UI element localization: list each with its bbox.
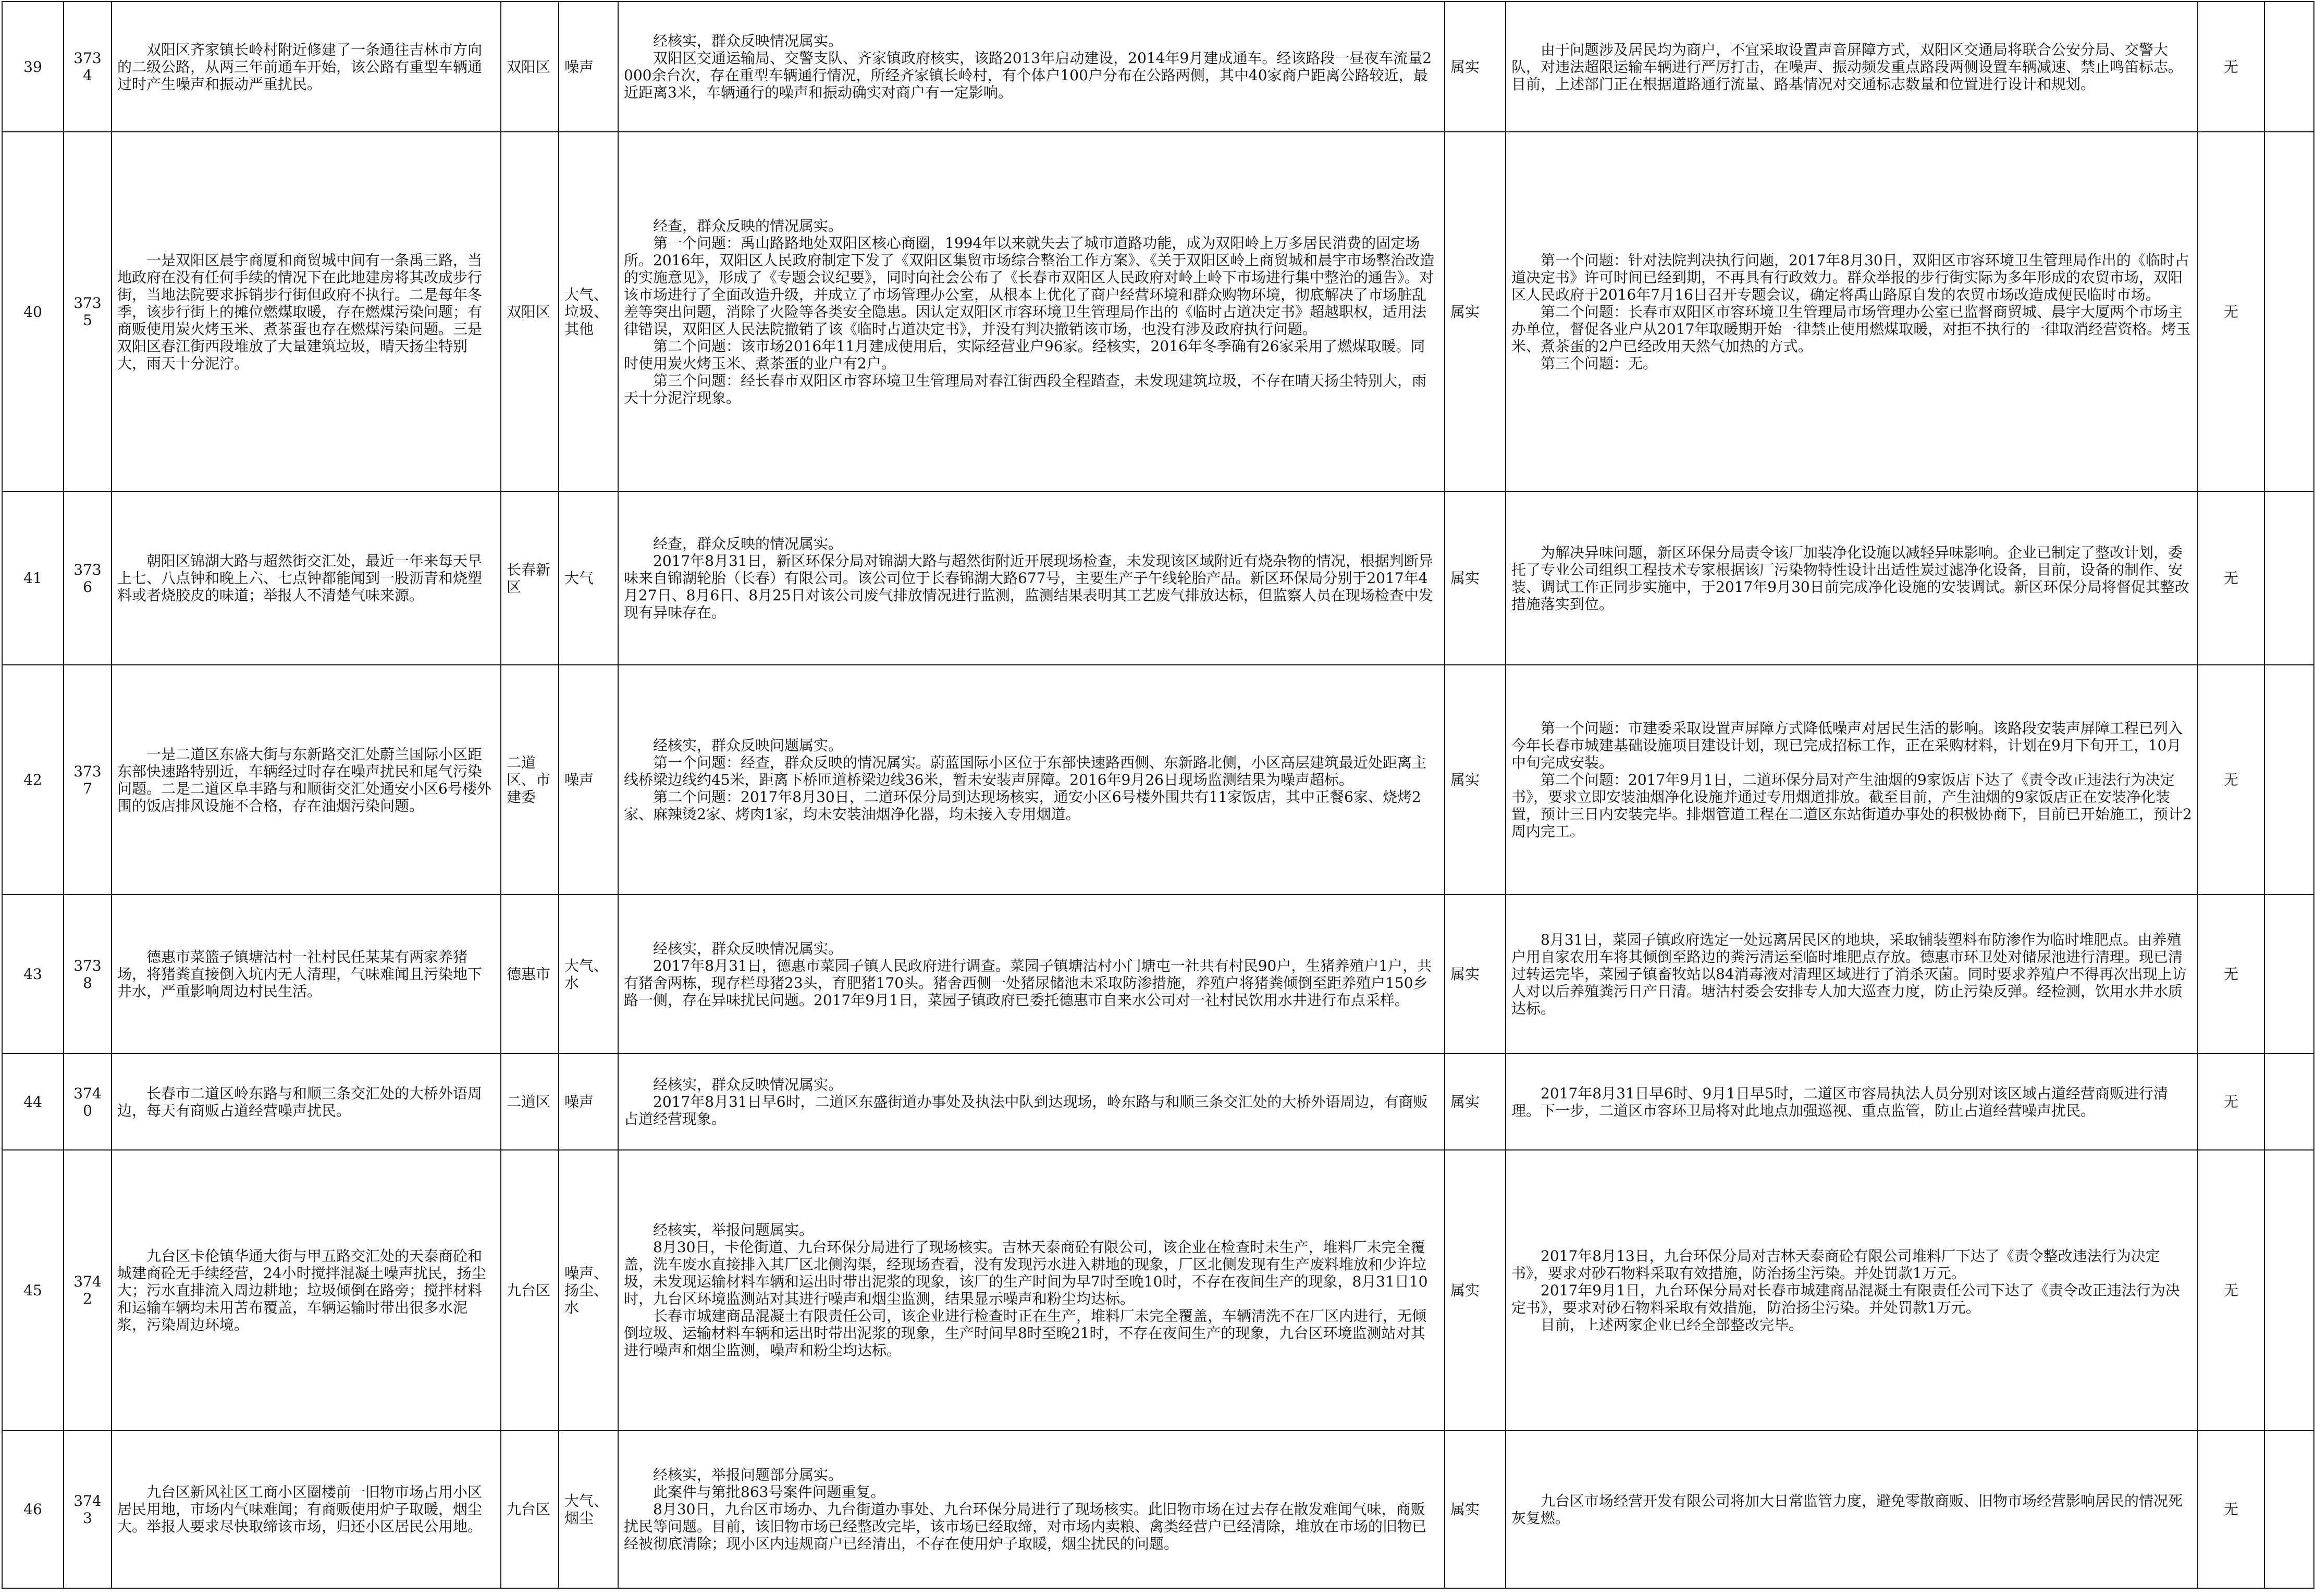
rectification-paragraph: 第一个问题：市建委采取设置声屏障方式降低噪声对居民生活的影响。该路段安装声屏障工程已列入今年长春市城建基础设施项目建设计划，现已完成招标工作，正在采购材料，计划在9月下旬开工，10月中旬完成安装。 — [1511, 720, 2183, 771]
table-row — [2, 491, 2314, 665]
accountability-cell: 无 — [2198, 132, 2264, 491]
complaint-text: 九台区卡伦镇华通大街与甲五路交汇处的天泰商砼和城建商砼无手续经营，24小时搅拌混凝土噪声扰民，扬尘大；污水直排流入周边耕地；垃圾倾倒在路旁；搅拌材料和运输车辆均未用苫布覆盖，车辆运输时带出很多水泥浆，污染周边环境。 — [117, 1247, 486, 1333]
verdict-cell: 属实 — [1445, 491, 1506, 665]
pollution-type-cell: 大气 — [559, 491, 618, 665]
rectification-cell — [1506, 895, 2198, 1054]
rectification-cell — [1506, 491, 2198, 665]
investigation-cell — [618, 1430, 1445, 1588]
accountability-cell: 无 — [2198, 1150, 2264, 1430]
complaint-text: 九台区新风社区工商小区圈楼前一旧物市场占用小区居民用地，市场内气味难闻；有商贩使用炉子取暖，烟尘大。举报人要求尽快取缔该市场，归还小区居民公用地。 — [117, 1483, 483, 1535]
rectification-paragraph: 为解决异味问题，新区环保分局责令该厂加装净化设施以减轻异味影响。企业已制定了整改计划，委托了专业公司组织工程技术专家根据该厂污染物特性设计出适性炭过滤净化设备，目前，设备的制作、安装、调试工作正同步实施中，于2017年9月30日前完成净化设施的安装调试。新区环保分局将督促其整改措施落实到位。 — [1511, 543, 2189, 613]
complaint-cell — [112, 1430, 501, 1588]
investigation-paragraph: 第二个问题：2017年8月30日，二道环保分局到达现场核实，通安小区6号楼外围共有11家饭店，其中正餐6家、烧烤2家、麻辣烫2家、烤肉1家，均未安装油烟净化器，均未接入专用烟道。 — [624, 788, 1421, 823]
complaint-text: 长春市二道区岭东路与和顺三条交汇处的大桥外语周边，每天有商贩占道经营噪声扰民。 — [117, 1084, 483, 1119]
investigation-cell — [618, 491, 1445, 665]
rectification-cell — [1506, 1150, 2198, 1430]
rectification-cell — [1506, 665, 2198, 895]
empty-cell — [2264, 132, 2314, 491]
investigation-paragraph: 2017年8月31日，德惠市菜园子镇人民政府进行调查。菜园子镇塘沽村小门塘屯一社共有村民90户，生猪养殖户1户，共有猪舍两栋，现存栏母猪23头，育肥猪170头。猪舍西侧一处猪尿储池未采取防渗措施，养殖户将猪粪倾倒至距养殖户150乡路一侧，存在异味扰民问题。2017年9月1日，菜园子镇政府已委托德惠市自来水公司对一社村民饮用水井进行布点采样。 — [624, 957, 1432, 1009]
seq-cell: 44 — [2, 1054, 64, 1150]
accountability-cell: 无 — [2198, 2, 2264, 132]
investigation-cell — [618, 1054, 1445, 1150]
complaint-text: 一是双阳区晨宇商厦和商贸城中间有一条禹三路，当地政府在没有任何手续的情况下在此地建房将其改成步行街，当地法院要求拆销步行街但政府不执行。二是每年冬季，该步行街上的摊位燃煤取暖，存在燃煤污染问题；有商贩使用炭火烤玉米、煮茶蛋也存在燃煤污染问题。三是双阳区春江街西段堆放了大量建筑垃圾，晴天扬尘特别大，雨天十分泥泞。 — [117, 251, 483, 372]
case-table — [2, 1, 2314, 1589]
investigation-paragraph: 经查，群众反映的情况属实。 — [653, 535, 843, 552]
accountability-cell: 无 — [2198, 491, 2264, 665]
rectification-cell — [1506, 2, 2198, 132]
complaint-cell — [112, 665, 501, 895]
complaint-cell — [112, 895, 501, 1054]
accountability-cell: 无 — [2198, 1054, 2264, 1150]
rectification-paragraph: 8月31日，菜园子镇政府选定一处远离居民区的地块，采取铺装塑料布防渗作为临时堆肥点。由养殖户用自家农用车将其倾倒至路边的粪污清运至临时堆肥点存放。德惠市环卫处对储尿池进行清理。现已清过转运完毕，菜园子镇畜牧站以84消毒液对清理区域进行了消杀灭菌。同时要求养殖户不得再次出现上访人对以后养殖粪污日产日清。塘沽村委会安排专人加大巡查力度，防止污染反弹。经检测，饮用水井水质达标。 — [1511, 931, 2187, 1017]
investigation-cell — [618, 665, 1445, 895]
investigation-paragraph: 经核实，群众反映情况属实。 — [653, 32, 843, 50]
case-number-cell: 3735 — [64, 132, 112, 491]
verdict-cell: 属实 — [1445, 1430, 1506, 1588]
district-cell: 双阳区 — [501, 2, 559, 132]
investigation-paragraph: 经查，群众反映的情况属实。 — [653, 217, 843, 234]
verdict-cell: 属实 — [1445, 1150, 1506, 1430]
investigation-cell — [618, 1150, 1445, 1430]
rectification-cell — [1506, 132, 2198, 491]
verdict-cell: 属实 — [1445, 2, 1506, 132]
empty-cell — [2264, 1054, 2314, 1150]
seq-cell: 46 — [2, 1430, 64, 1588]
empty-cell — [2264, 491, 2314, 665]
complaint-cell — [112, 1054, 501, 1150]
rectification-paragraph: 第一个问题：针对法院判决执行问题，2017年8月30日，双阳区市容环境卫生管理局作出的《临时占道决定书》许可时间已经到期，不再具有行政效力。群众举报的步行街实际为多年形成的农贸市场，双阳区人民政府于2016年7月16日召开专题会议，确定将禹山路原自发的农贸市场改造成便民临时市场。 — [1511, 251, 2189, 303]
investigation-paragraph: 经核实，举报问题部分属实。 — [653, 1466, 843, 1483]
rectification-cell — [1506, 1430, 2198, 1588]
district-cell: 长春新区 — [501, 491, 559, 665]
empty-cell — [2264, 1150, 2314, 1430]
case-number-cell: 3742 — [64, 1150, 112, 1430]
pollution-type-cell: 噪声 — [559, 1054, 618, 1150]
table-row — [2, 665, 2314, 895]
table-row — [2, 1150, 2314, 1430]
empty-cell — [2264, 2, 2314, 132]
district-cell: 九台区 — [501, 1430, 559, 1588]
rectification-paragraph: 第二个问题：长春市双阳区市容环境卫生管理局市场管理办公室已监督商贸城、晨宇大厦两个市场主办单位，督促各业户从2017年取暖期开始一律禁止使用燃煤取暖，对拒不执行的一律取消经营资格。烤玉米、煮茶蛋的2户已经改用天然气加热的方式。 — [1511, 303, 2191, 355]
district-cell: 二道区、市建委 — [501, 665, 559, 895]
investigation-paragraph: 此案件与第批863号案件问题重复。 — [653, 1483, 885, 1501]
table-row — [2, 895, 2314, 1054]
district-cell: 双阳区 — [501, 132, 559, 491]
table-row — [2, 1430, 2314, 1588]
investigation-paragraph: 双阳区交通运输局、交警支队、齐家镇政府核实，该路2013年启动建设，2014年9月建成通车。经该路段一昼夜车流量2000余台次，存在重型车辆通行情况，所经齐家镇长岭村，有个体户100户分布在公路两侧，其中40家商户距离公路较近，最近距离3米，车辆通行的噪声和振动确实对商户有一定影响。 — [624, 50, 1432, 101]
investigation-paragraph: 第一个问题：经查，群众反映的情况属实。蔚蓝国际小区位于东部快速路西侧、东新路北侧，小区高层建筑最近处距离主线桥梁边线约45米，距离下桥匝道桥梁边线36米，暂未安装声屏障。2016年9月26日现场监测结果为噪声超标。 — [624, 754, 1427, 788]
investigation-paragraph: 长春市城建商品混凝土有限责任公司，该企业进行检查时正在生产，堆料厂未完全覆盖，车辆清洗不在厂区内进行，无倾倒垃圾、运输材料车辆和运出时带出泥浆的现象，生产时间早8时至晚21时，不存在夜间生产的现象，九台区环境监测站对其进行噪声和烟尘监测，噪声和粉尘均达标。 — [624, 1307, 1427, 1359]
investigation-paragraph: 第一个问题：禹山路路地处双阳区核心商圈，1994年以来就失去了城市道路功能，成为双阳岭上万多居民消费的固定场所。2016年，双阳区人民政府制定下发了《双阳区集贸市场综合整治工作方案》、《关于双阳区岭上商贸城和晨宇市场整治改造的实施意见》，形成了《专题会议纪要》，同时向社会公布了《长春市双阳区人民政府对岭上岭下市场进行集中整治的通告》。对该市场进行了全面改造升级，并成立了市场管理办公室，从根本上优化了商户经营环境和群众购物环境，彻底解决了市场脏乱差等突出问题，消除了火险等各类安全隐患。因认定双阳区市容环境卫生管理局作出的《临时占道决定书》超越职权，适用法律错误，双阳区人民法院撤销了该《临时占道决定书》，并没有判决撤销该市场，也没有涉及政府执行问题。 — [624, 234, 1435, 338]
rectification-paragraph: 2017年8月31日早6时、9月1日早5时，二道区市容局执法人员分别对该区域占道经营商贩进行清理。下一步，二道区市容环卫局将对此地点加强巡视、重点监管，防止占道经营噪声扰民。 — [1511, 1084, 2168, 1119]
complaint-cell — [112, 2, 501, 132]
case-number-cell: 3743 — [64, 1430, 112, 1588]
rectification-paragraph: 九台区市场经营开发有限公司将加大日常监管力度，避免零散商贩、旧物市场经营影响居民的情况死灰复燃。 — [1511, 1492, 2183, 1527]
table-row — [2, 2, 2314, 132]
rectification-cell — [1506, 1054, 2198, 1150]
complaint-text: 双阳区齐家镇长岭村附近修建了一条通往吉林市方向的二级公路，从两三年前通车开始，该公路有重型车辆通过时产生噪声和振动严重扰民。 — [117, 41, 483, 93]
accountability-cell: 无 — [2198, 895, 2264, 1054]
pollution-type-cell: 噪声 — [559, 2, 618, 132]
rectification-paragraph: 目前，上述两家企业已经全部整改完毕。 — [1541, 1316, 1804, 1333]
investigation-cell — [618, 2, 1445, 132]
complaint-text: 德惠市菜篮子镇塘沽村一社村民任某某有两家养猪场，将猪粪直接倒入坑内无人清理，气味难闻且污染地下井水，严重影响周边村民生活。 — [117, 948, 483, 1000]
seq-cell: 45 — [2, 1150, 64, 1430]
investigation-paragraph: 经核实，群众反映问题属实。 — [653, 737, 843, 754]
investigation-cell — [618, 895, 1445, 1054]
accountability-cell: 无 — [2198, 1430, 2264, 1588]
verdict-cell: 属实 — [1445, 895, 1506, 1054]
complaint-text: 一是二道区东盛大街与东新路交汇处蔚兰国际小区距东部快速路特别近，车辆经过时存在噪声扰民和尾气污染问题。二是二道区阜丰路与和顺街交汇处通安小区6号楼外围的饭店排风设施不合格，存在油烟污染问题。 — [117, 745, 491, 814]
district-cell: 二道区 — [501, 1054, 559, 1150]
pollution-type-cell: 大气、垃圾、其他 — [559, 132, 618, 491]
investigation-paragraph: 2017年8月31日早6时，二道区东盛街道办事处及执法中队到达现场，岭东路与和顺三条交汇处的大桥外语周边，有商贩占道经营现象。 — [624, 1093, 1428, 1128]
rectification-paragraph: 由于问题涉及居民均为商户，不宜采取设置声音屏障方式，双阳区交通局将联合公安分局、交警大队，对违法超限运输车辆进行严厉打击，在噪声、振动频发重点路段两侧设置车辆减速、禁止鸣笛标志。目前，上述部门正在根据道路通行流量、路基情况对交通标志数量和位置进行设计和规划。 — [1511, 41, 2183, 93]
empty-cell — [2264, 1430, 2314, 1588]
case-number-cell: 3737 — [64, 665, 112, 895]
district-cell: 德惠市 — [501, 895, 559, 1054]
investigation-paragraph: 8月30日，卡伦街道、九台环保分局进行了现场核实。吉林天泰商砼有限公司，该企业在检查时未生产，堆料厂未完全覆盖，洗车废水直接排入其厂区北侧沟渠，经现场查看，没有发现污水进入耕地的现象，厂区北侧发现有生产废料堆放和少许垃圾，未发现运输材料车辆和运出时带出泥浆的现象，该厂的生产时间为早7时至晚10时，不存在夜间生产的现象，8月31日10时，九台区环境监测站对其进行噪声和烟尘监测，结果显示噪声和粉尘均达标。 — [624, 1239, 1428, 1307]
table-row — [2, 132, 2314, 491]
district-cell: 九台区 — [501, 1150, 559, 1430]
pollution-type-cell: 大气、烟尘 — [559, 1430, 618, 1588]
table-row — [2, 1054, 2314, 1150]
case-number-cell: 3736 — [64, 491, 112, 665]
pollution-type-cell: 大气、水 — [559, 895, 618, 1054]
seq-cell: 41 — [2, 491, 64, 665]
verdict-cell: 属实 — [1445, 665, 1506, 895]
seq-cell: 43 — [2, 895, 64, 1054]
case-number-cell: 3734 — [64, 2, 112, 132]
complaint-cell — [112, 1150, 501, 1430]
complaint-text: 朝阳区锦湖大路与超然街交汇处，最近一年来每天早上七、八点钟和晚上六、七点钟都能闻到一股沥青和烧塑料或者烧胶皮的味道；举报人不清楚气味来源。 — [117, 552, 483, 604]
verdict-cell: 属实 — [1445, 132, 1506, 491]
pollution-type-cell: 噪声 — [559, 665, 618, 895]
investigation-paragraph: 经核实，群众反映情况属实。 — [653, 1076, 843, 1093]
complaint-cell — [112, 132, 501, 491]
seq-cell: 42 — [2, 665, 64, 895]
rectification-paragraph: 2017年8月13日，九台环保分局对吉林天泰商砼有限公司堆料厂下达了《责令整改违法行为决定书》，要求对砂石物料采取有效措施，防治扬尘污染。并处罚款1万元。 — [1511, 1247, 2160, 1282]
investigation-paragraph: 经核实，群众反映情况属实。 — [653, 939, 843, 957]
investigation-cell — [618, 132, 1445, 491]
investigation-paragraph: 8月30日，九台区市场办、九台街道办事处、九台环保分局进行了现场核实。此旧物市场在过去存在散发难闻气味，商贩扰民等问题。目前，该旧物市场已经整改完毕，该市场已经取缔，对市场内卖粮、禽类经营户已经清除，堆放在市场的旧物已经被彻底清除；现小区内违规商户已经清出，不存在使用炉子取暖，烟尘扰民的问题。 — [624, 1501, 1427, 1552]
verdict-cell: 属实 — [1445, 1054, 1506, 1150]
rectification-paragraph: 2017年9月1日，九台环保分局对长春市城建商品混凝土有限责任公司下达了《责令改正违法行为决定书》，要求对砂石物料采取有效措施，防治扬尘污染。并处罚款1万元。 — [1511, 1281, 2180, 1316]
investigation-paragraph: 第二个问题：该市场2016年11月建成使用后，实际经营业户96家。经核实，2016年冬季确有26家采用了燃煤取暖。同时使用炭火烤玉米、煮茶蛋的业户有2户。 — [624, 337, 1425, 372]
seq-cell: 40 — [2, 132, 64, 491]
empty-cell — [2264, 895, 2314, 1054]
empty-cell — [2264, 665, 2314, 895]
rectification-paragraph: 第三个问题：无。 — [1541, 354, 1658, 372]
case-number-cell: 3740 — [64, 1054, 112, 1150]
investigation-paragraph: 第三个问题：经长春市双阳区市容环境卫生管理局对春江街西段全程踏查，未发现建筑垃圾，不存在晴天扬尘特别大，雨天十分泥泞现象。 — [624, 372, 1427, 406]
rectification-paragraph: 第二个问题：2017年9月1日，二道环保分局对产生油烟的9家饭店下达了《责令改正违法行为决定书》，要求立即安装油烟净化设施并通过专用烟道排放。截至目前，产生油烟的9家饭店正在安装净化装置，预计三日内安装完毕。排烟管道工程在二道区东站街道办事处的积极协商下，目前已开始施工，预计2周内完工。 — [1511, 771, 2192, 840]
investigation-paragraph: 2017年8月31日，新区环保分局对锦湖大路与超然街附近开展现场检查，未发现该区域附近有烧杂物的情况，根据判断异味来自锦湖轮胎（长春）有限公司。该公司位于长春锦湖大路677号，主要生产子午线轮胎产品。新区环保局分别于2017年4月27日、8月6日、8月25日对该公司废气排放情况进行监测，监测结果表明其工艺废气排放达标，但监察人员在现场检查中发现有异味存在。 — [624, 552, 1433, 621]
investigation-paragraph: 经核实，举报问题属实。 — [653, 1221, 814, 1239]
seq-cell: 39 — [2, 2, 64, 132]
complaint-cell — [112, 491, 501, 665]
accountability-cell: 无 — [2198, 665, 2264, 895]
case-number-cell: 3738 — [64, 895, 112, 1054]
pollution-type-cell: 噪声、扬尘、水 — [559, 1150, 618, 1430]
